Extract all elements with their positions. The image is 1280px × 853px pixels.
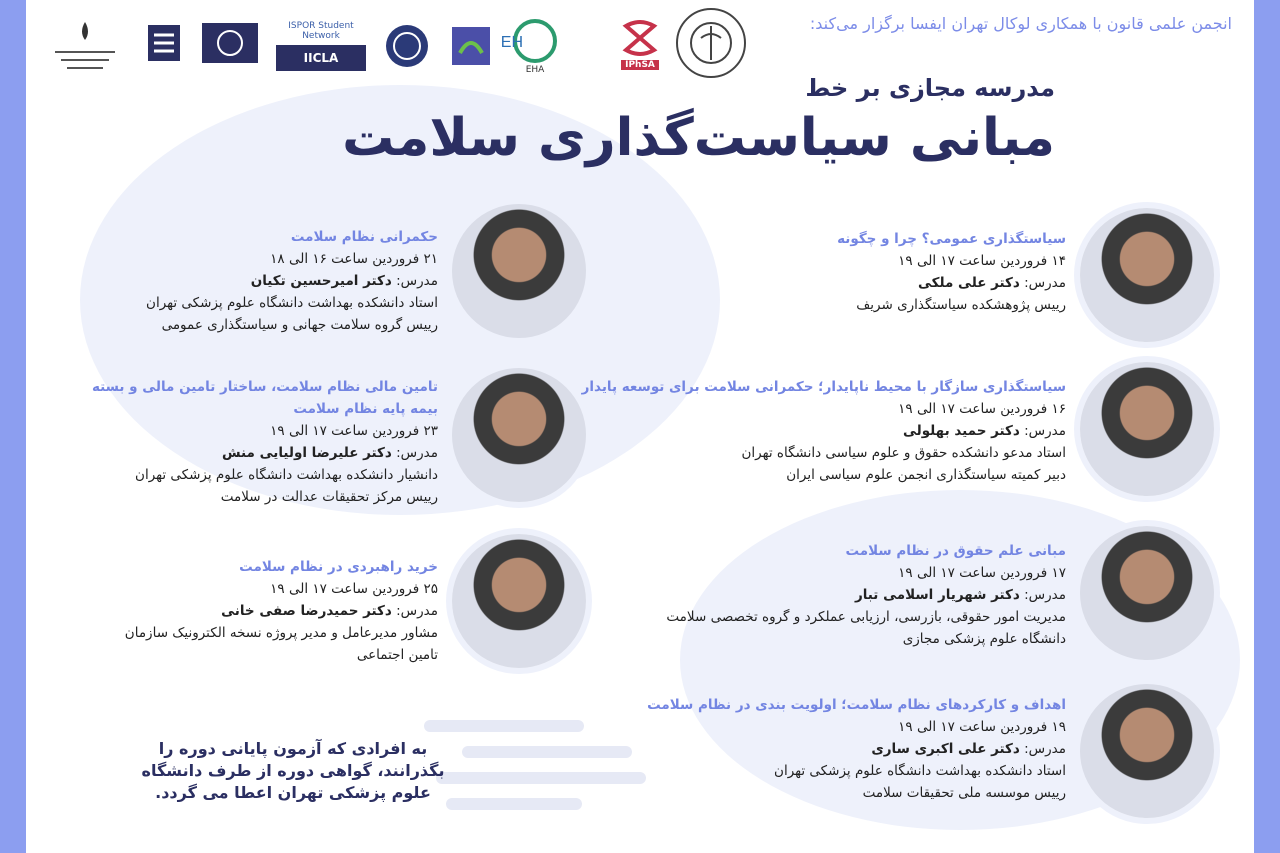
law-school-logo	[198, 13, 262, 79]
institute-logo	[446, 16, 496, 76]
teacher-role: دبیر کمیته سیاستگذاری انجمن علوم سیاسی ایران	[786, 467, 1066, 483]
teacher-label: مدرس:	[1024, 423, 1066, 439]
teacher-role: رییس مرکز تحقیقات عدالت در سلامت	[220, 489, 438, 505]
session-topic: حکمرانی نظام سلامت	[290, 229, 438, 245]
teacher-name: دکتر شهریار اسلامی تبار	[854, 587, 1020, 603]
university-seal-logo	[676, 8, 746, 78]
session-date: ۲۱ فروردین ساعت ۱۶ الی ۱۸	[270, 251, 438, 267]
session-date: ۱۴ فروردین ساعت ۱۷ الی ۱۹	[898, 253, 1066, 269]
session-teacher	[78, 270, 438, 292]
session-date: ۲۳ فروردین ساعت ۱۷ الی ۱۹	[270, 423, 438, 439]
session-card	[78, 376, 438, 508]
ministry-logo	[40, 13, 130, 79]
teacher-name: دکتر امیرحسین تکیان	[250, 273, 392, 289]
teacher-role: مدیریت امور حقوقی، بازرسی، ارزیابی عملکرد و گروه تخصصی سلامت	[666, 609, 1066, 625]
session-date: ۱۷ فروردین ساعت ۱۷ الی ۱۹	[898, 565, 1066, 581]
session-topic: اهداف و کارکردهای نظام سلامت؛ اولویت بندی در نظام سلامت	[647, 697, 1066, 713]
logos-right	[612, 8, 746, 78]
teacher-name: دکتر حمید بهلولی	[902, 423, 1020, 439]
decorative-bar	[424, 720, 584, 732]
session-teacher	[78, 600, 438, 622]
eha-label: EHA	[525, 65, 545, 75]
session-date: ۲۵ فروردین ساعت ۱۷ الی ۱۹	[270, 581, 438, 597]
session-card	[78, 556, 438, 666]
teacher-name: دکتر علی ملکی	[917, 275, 1020, 291]
session-card	[78, 226, 438, 336]
session-card	[546, 228, 1066, 316]
ispor-iicla-logo	[274, 12, 368, 80]
iphsa-label: IPhSA	[621, 60, 659, 70]
teacher-role: دانشیار دانشکده بهداشت دانشگاه علوم پزشکی تهران	[135, 467, 438, 483]
teacher-name: دکتر علی اکبری ساری	[871, 741, 1020, 757]
teacher-role: استاد دانشکده بهداشت دانشگاه علوم پزشکی تهران	[146, 295, 438, 311]
session-topic: سیاستگذاری سازگار با محیط ناپایدار؛ حکمرانی سلامت برای توسعه پایدار	[581, 379, 1066, 395]
speaker-photo-3	[1080, 526, 1214, 660]
decorative-bar	[446, 798, 582, 810]
session-card	[546, 540, 1066, 650]
speaker-photo-5	[452, 204, 586, 338]
page-title: مبانی سیاست‌گذاری سلامت	[342, 108, 1055, 168]
session-date: ۱۶ فروردین ساعت ۱۷ الی ۱۹	[898, 401, 1066, 417]
teacher-label: مدرس:	[396, 603, 438, 619]
teacher-name: دکتر حمیدرضا صفی خانی	[221, 603, 392, 619]
decorative-bar	[436, 772, 646, 784]
session-teacher	[546, 420, 1066, 442]
session-teacher	[546, 584, 1066, 606]
certificate-note: به افرادی که آزمون پایانی دوره را بگذرانند، گواهی دوره از طرف دانشگاه علوم پزشکی تهران اعطا می گردد.	[141, 739, 445, 802]
logos-left	[40, 12, 562, 80]
teacher-label: مدرس:	[396, 445, 438, 461]
teacher-label: مدرس:	[1024, 275, 1066, 291]
university-round-logo	[380, 16, 434, 76]
svg-text:EH: EH	[500, 34, 523, 51]
teacher-role: رییس موسسه ملی تحقیقات سلامت	[862, 785, 1066, 801]
teacher-role: استاد دانشکده بهداشت دانشگاه علوم پزشکی تهران	[774, 763, 1066, 779]
speaker-photo-1	[1080, 208, 1214, 342]
teacher-label: مدرس:	[1024, 587, 1066, 603]
speaker-photo-2	[1080, 362, 1214, 496]
speaker-photo-4	[1080, 684, 1214, 818]
subtitle: مدرسه مجازی بر خط	[805, 74, 1055, 102]
session-teacher	[78, 442, 438, 464]
teacher-label: مدرس:	[1024, 741, 1066, 757]
session-card	[546, 376, 1066, 486]
session-teacher	[546, 272, 1066, 294]
session-topic: خرید راهبردی در نظام سلامت	[239, 559, 438, 575]
teacher-role: رییس گروه سلامت جهانی و سیاستگذاری عمومی	[161, 317, 438, 333]
iphsa-logo	[612, 8, 668, 78]
teacher-role: استاد مدعو دانشکده حقوق و علوم سیاسی دانشگاه تهران	[741, 445, 1066, 461]
session-topic: سیاستگذاری عمومی؟ چرا و چگونه	[837, 231, 1066, 247]
teacher-role: رییس پژوهشکده سیاستگذاری شریف	[856, 297, 1066, 313]
decorative-bar	[462, 746, 632, 758]
teacher-role: دانشگاه علوم پزشکی مجازی	[902, 631, 1066, 647]
session-topic: مبانی علم حقوق در نظام سلامت	[845, 543, 1066, 559]
teacher-role: تامین اجتماعی	[356, 647, 438, 663]
speaker-photo-6	[452, 368, 586, 502]
intro-text: انجمن علمی قانون با همکاری لوکال تهران ایفسا برگزار می‌کند:	[809, 14, 1232, 33]
eha-logo	[500, 13, 562, 79]
speaker-photo-7	[452, 534, 586, 668]
session-topic: تامین مالی نظام سلامت، ساختار تامین مالی و بسته بیمه پایه نظام سلامت	[91, 379, 438, 417]
ispor-label: ISPOR Student Network	[288, 21, 354, 41]
medical-university-logo	[142, 13, 186, 79]
iicla-label: IICLA	[276, 45, 366, 71]
teacher-role: مشاور مدیرعامل و مدیر پروژه نسخه الکترونیک سازمان	[124, 625, 438, 641]
teacher-label: مدرس:	[396, 273, 438, 289]
teacher-name: دکتر علیرضا اولیایی منش	[221, 445, 392, 461]
session-date: ۱۹ فروردین ساعت ۱۷ الی ۱۹	[898, 719, 1066, 735]
